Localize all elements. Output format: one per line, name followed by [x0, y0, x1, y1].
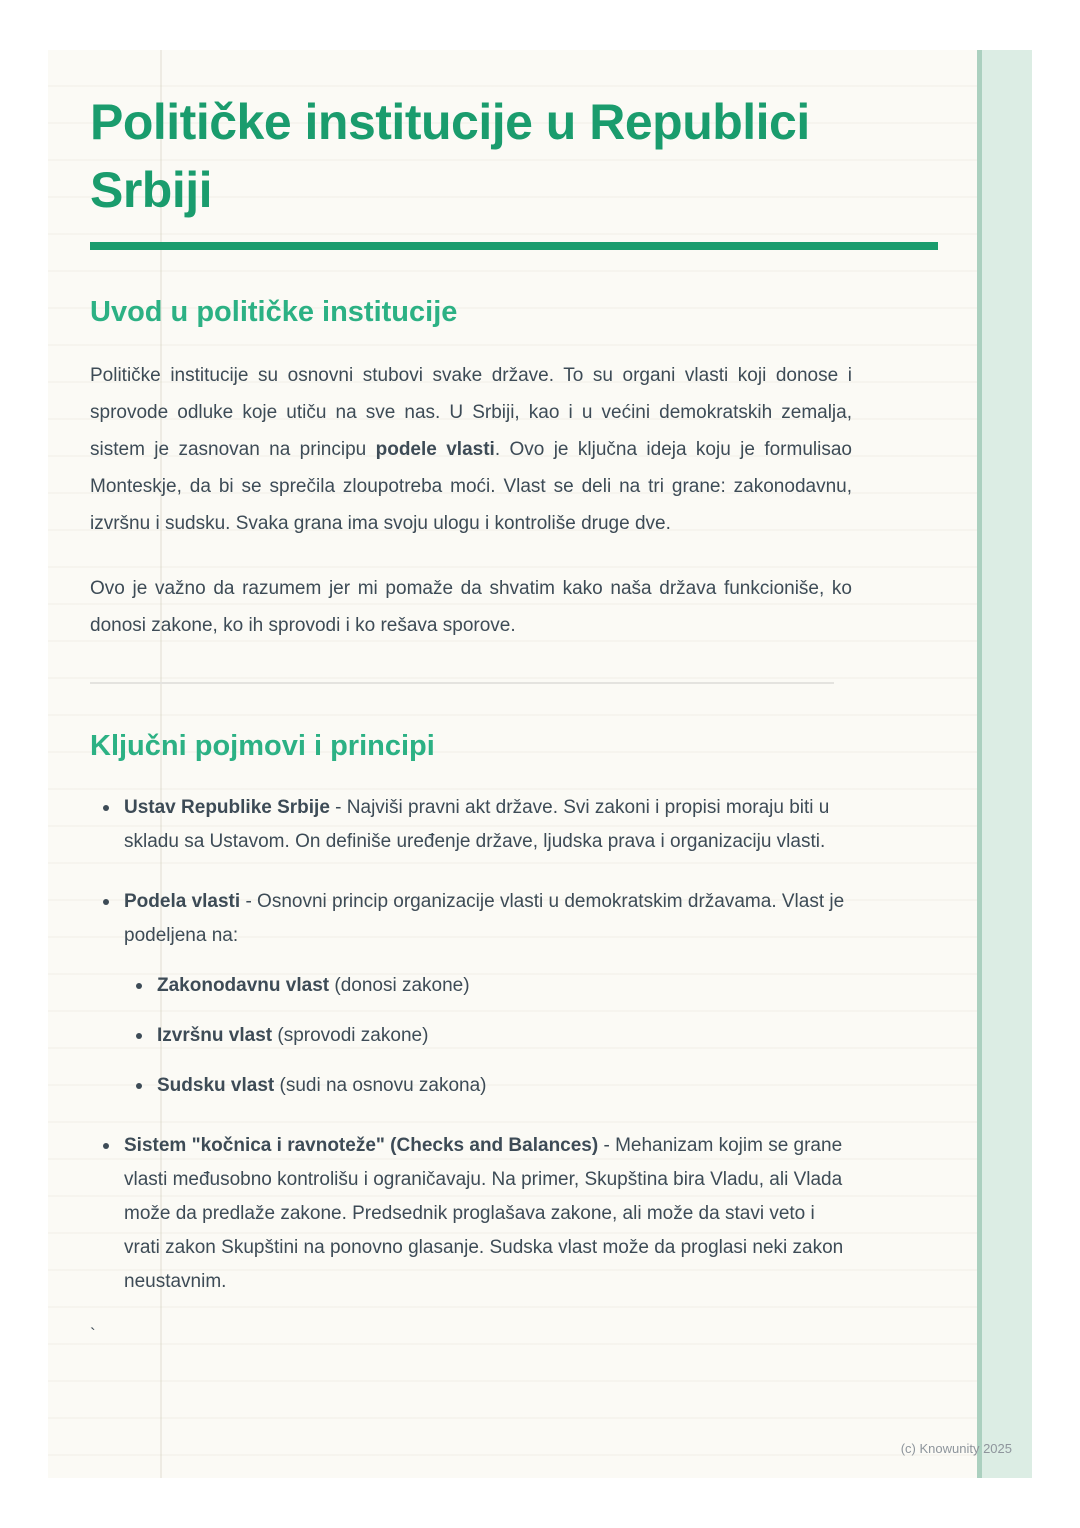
copyright-footer: (c) Knowunity 2025 [900, 1441, 1012, 1456]
intro-body [90, 357, 852, 644]
intro-paragraph-1 [90, 357, 852, 542]
sublist-item-text: (donosi zakone) [329, 975, 470, 996]
section-heading-intro: Uvod u političke institucije [90, 296, 458, 328]
section-divider [90, 682, 834, 684]
intro-paragraph-1-bold-term: podele vlasti [375, 439, 495, 460]
sublist-item-sudska [157, 1069, 854, 1103]
intro-paragraph-1-text-after: . Ovo je ključna ideja koju je formulisao Monteskje, da bi se sprečila zloupotreba moći. Vlast se deli na tri grane: zakonodavnu, izvršnu i sudsku. Svaka grana ima svoju ulogu i kontroliše druge dve. [90, 439, 852, 534]
list-item-ustav [124, 791, 854, 859]
list-item-podela-vlasti [124, 885, 854, 1103]
intro-paragraph-2 [90, 570, 852, 644]
page-title: Političke institucije u Republici Srbiji [90, 94, 810, 218]
list-item-text: - Najviši pravni akt države. Svi zakoni i propisi moraju biti u skladu sa Ustavom. On definiše uređenje države, ljudska prava i organizaciju vlasti. [124, 797, 830, 852]
sublist-item-term: Zakonodavnu vlast [157, 975, 330, 996]
list-item-text: - Mehanizam kojim se grane vlasti međusobno kontrolišu i ograničavaju. Na primer, Skupština bira Vladu, ali Vlada može da predlaže zakone. Predsednik proglašava zakone, ali može da stavi veto i vrati zakon Skupštini na ponovno glasanje. Sudska vlast može da proglasi neki zakon neustavnim. [124, 1135, 844, 1292]
title-divider [90, 242, 938, 250]
section-heading-key-concepts: Ključni pojmovi i principi [90, 730, 435, 762]
stray-backtick-mark: ` [90, 1325, 96, 1344]
list-item-text: - Osnovni princip organizacije vlasti u demokratskim državama. Vlast je podeljena na: [124, 891, 845, 946]
intro-paragraph-1-text: Političke institucije su osnovni stubovi svake države. To su organi vlasti koji donose i sprovode odluke koje utiču na sve nas. U Srbiji, kao i u većini demokratskih zemalja, sistem je zasnovan na principu [90, 365, 852, 460]
list-item-term: Sistem "kočnica i ravnoteže" (Checks and Balances) [124, 1135, 599, 1156]
page-content [90, 88, 938, 1345]
list-item-checks-and-balances [124, 1129, 854, 1299]
sublist-item-term: Sudsku vlast [157, 1075, 275, 1096]
list-item-term: Podela vlasti [124, 891, 241, 912]
sublist-item-zakonodavna [157, 969, 854, 1003]
key-concepts-list [90, 791, 854, 1299]
sublist-item-izvrsna [157, 1019, 854, 1053]
list-item-term: Ustav Republike Srbije [124, 797, 330, 818]
intro-paragraph-2-text: Ovo je važno da razumem jer mi pomaže da shvatim kako naša država funkcioniše, ko donosi zakone, ko ih sprovodi i ko rešava sporove. [90, 578, 852, 636]
right-accent-stripe [977, 50, 1032, 1478]
sublist-item-term: Izvršnu vlast [157, 1025, 273, 1046]
sublist-item-text: (sudi na osnovu zakona) [274, 1075, 487, 1096]
note-page [48, 50, 1032, 1478]
sublist-item-text: (sprovodi zakone) [272, 1025, 429, 1046]
branches-sublist [124, 969, 854, 1103]
